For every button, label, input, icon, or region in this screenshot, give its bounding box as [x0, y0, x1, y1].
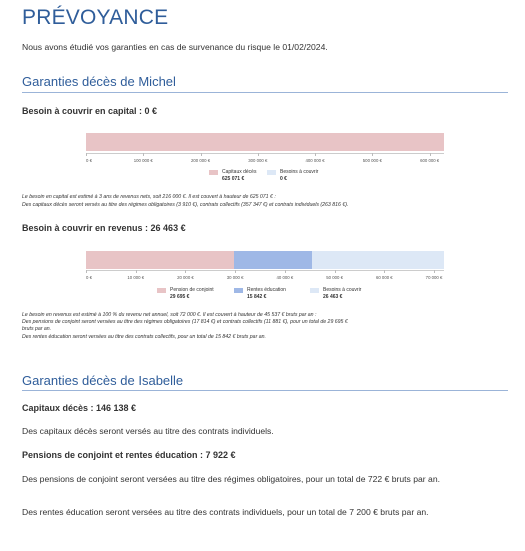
legend-swatch	[310, 288, 319, 293]
axis-tick	[258, 153, 259, 156]
capital-need-heading: Besoin à couvrir en capital : 0 €	[22, 106, 158, 116]
axis-tick	[430, 153, 431, 156]
axis-tick-label: 50 000 €	[326, 275, 343, 280]
axis-tick-label: 0 €	[86, 158, 92, 163]
legend-value: 0 €	[280, 176, 287, 182]
axis-tick	[372, 153, 373, 156]
revenue-note-3: bruts par an.	[22, 326, 52, 332]
isabelle-section-rule	[22, 390, 508, 391]
axis-tick	[335, 270, 336, 273]
axis-tick	[434, 270, 435, 273]
michel-section-rule	[22, 92, 508, 93]
axis-tick-label: 100 000 €	[133, 158, 153, 163]
revenue-note-4: Des rentes éducation seront versées au titre des contrats collectifs, pour un total de 15 842 € bruts par an.	[22, 334, 266, 340]
revenue-chart-axis	[86, 270, 444, 280]
legend-value: 15 842 €	[247, 294, 267, 300]
legend-swatch	[209, 170, 218, 175]
legend-label: Rentes éducation	[247, 287, 286, 293]
legend-swatch	[157, 288, 166, 293]
revenue-note-1: Le besoin en revenus est estimé à 100 % du revenu net annuel, soit 72 000 €. Il est couvert à hauteur de 45 537 € bruts par an :	[22, 312, 317, 318]
axis-tick-label: 300 000 €	[248, 158, 268, 163]
axis-tick	[143, 153, 144, 156]
axis-tick-label: 400 000 €	[305, 158, 325, 163]
axis-tick-label: 70 000 €	[425, 275, 443, 280]
intro-text: Nous avons étudié vos garanties en cas de survenance du risque le 01/02/2024.	[22, 42, 328, 52]
capital-note-2: Des capitaux décès seront versés au titre des régimes obligatoires (3 910 €), contrats collectifs (357 347 €) et contrats individuels (263 816 €).	[22, 202, 349, 208]
revenue-chart-bar	[86, 251, 444, 269]
capital-chart-axis	[86, 153, 444, 163]
bar-segment-2	[234, 251, 313, 269]
capital-chart-bar	[86, 133, 444, 151]
capital-note-1: Le besoin en capital est estimé à 3 ans de revenus nets, soit 216 000 €. Il est couvert à hauteur de 625 071 € :	[22, 194, 276, 200]
axis-tick	[201, 153, 202, 156]
isabelle-capital-text: Des capitaux décès seront versés au titre des contrats individuels.	[22, 426, 274, 436]
axis-tick-label: 60 000 €	[375, 275, 393, 280]
page-title: PRÉVOYANCE	[22, 6, 169, 29]
axis-tick	[185, 270, 186, 273]
axis-tick-label: 500 000 €	[362, 158, 382, 163]
axis-tick-label: 200 000 €	[190, 158, 211, 163]
bar-segment-3	[312, 251, 444, 269]
axis-tick	[235, 270, 236, 273]
axis-tick	[285, 270, 286, 273]
axis-tick	[315, 153, 316, 156]
axis-tick	[86, 153, 87, 156]
axis-tick	[86, 270, 87, 273]
revenue-need-heading: Besoin à couvrir en revenus : 26 463 €	[22, 223, 186, 233]
axis-tick-label: 0 €	[86, 275, 92, 280]
isabelle-pensions-text: Des pensions de conjoint seront versées au titre des régimes obligatoires, pour un total de 722 € bruts par an.	[22, 474, 440, 484]
isabelle-capital-heading: Capitaux décès : 146 138 €	[22, 403, 137, 413]
legend-value: 26 463 €	[323, 294, 343, 300]
axis-tick-label: 600 000 €	[420, 158, 440, 163]
michel-section-title: Garanties décès de Michel	[22, 74, 176, 89]
revenue-note-2: Des pensions de conjoint seront versées au titre des régimes obligatoires (17 814 €) et contrats collectifs (11 881 €), pour un total de 29 695 €	[22, 319, 348, 325]
legend-swatch	[267, 170, 276, 175]
legend-label: Besoins à couvrir	[280, 169, 319, 175]
axis-tick	[136, 270, 137, 273]
legend-value: 29 695 €	[170, 294, 190, 300]
bar-segment-1	[86, 133, 444, 151]
axis-tick-label: 20 000 €	[177, 275, 194, 280]
isabelle-pensions-heading: Pensions de conjoint et rentes éducation : 7 922 €	[22, 450, 236, 460]
legend-label: Besoins à couvrir	[323, 287, 362, 293]
axis-tick-label: 30 000 €	[226, 275, 244, 280]
legend-swatch	[234, 288, 243, 293]
legend-value: 625 071 €	[222, 176, 245, 182]
axis-tick-label: 10 000 €	[127, 275, 145, 280]
isabelle-rentes-text: Des rentes éducation seront versées au titre des contrats individuels, pour un total de 7 200 € bruts par an.	[22, 507, 429, 517]
axis-tick	[384, 270, 385, 273]
isabelle-section-title: Garanties décès de Isabelle	[22, 373, 184, 388]
bar-segment-1	[86, 251, 234, 269]
legend-label: Capitaux décès	[222, 169, 257, 175]
legend-label: Pension de conjoint	[170, 287, 214, 293]
axis-tick-label: 40 000 €	[276, 275, 294, 280]
